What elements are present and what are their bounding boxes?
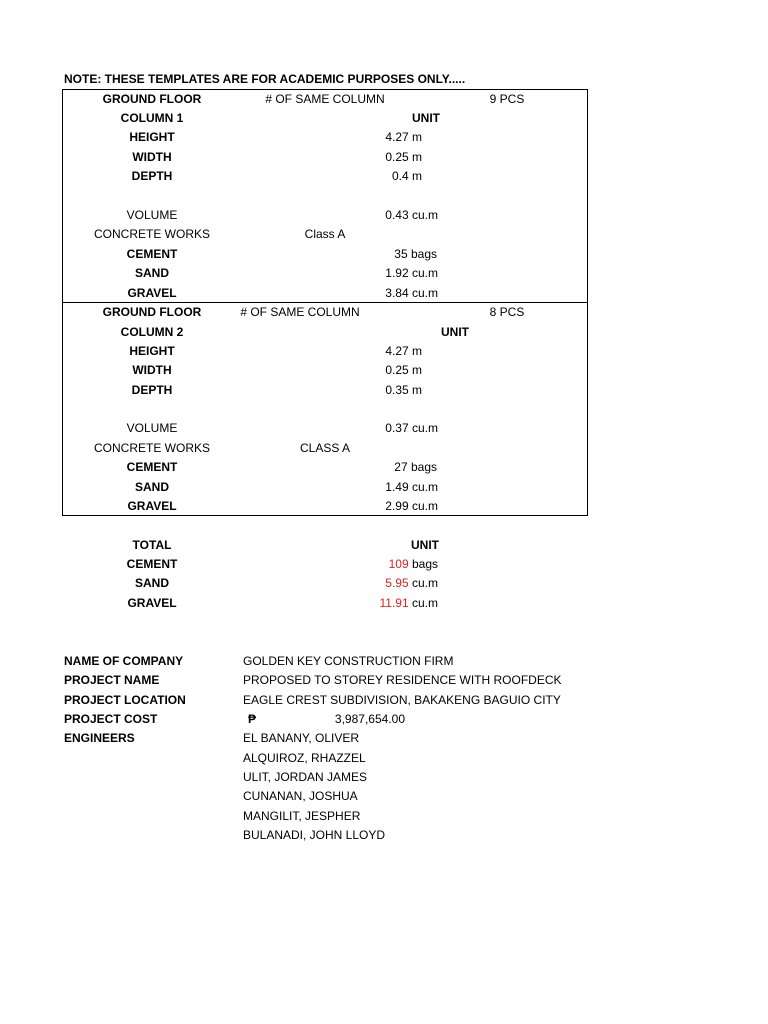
- totals-label: TOTAL: [132, 538, 172, 552]
- project-cost-label: PROJECT COST: [64, 712, 158, 726]
- col1-sand-label: SAND: [134, 266, 170, 280]
- col1-volume-value: 0.43 cu.m: [385, 208, 438, 222]
- project-name-label: PROJECT NAME: [64, 673, 160, 687]
- total-sand-label: SAND: [134, 576, 170, 590]
- col1-height-label: HEIGHT: [129, 130, 175, 144]
- col1-same-column-label: # OF SAME COLUMN: [265, 92, 385, 106]
- col2-cement-label: CEMENT: [126, 460, 178, 474]
- engineer-name: ALQUIROZ, RHAZZEL: [243, 751, 366, 765]
- col2-gravel-value: 2.99 cu.m: [385, 499, 438, 513]
- totals-unit-header: UNIT: [411, 538, 439, 552]
- col1-floor: GROUND FLOOR: [102, 92, 202, 106]
- col1-sand-value: 1.92 cu.m: [385, 266, 438, 280]
- total-cement-unit: bags: [411, 557, 438, 571]
- col2-width-label: WIDTH: [132, 363, 172, 377]
- col2-concrete-class: CLASS A: [299, 441, 351, 455]
- project-cost-value: 3,987,654.00: [334, 712, 405, 726]
- engineers-label: ENGINEERS: [64, 731, 135, 745]
- engineer-name: CUNANAN, JOSHUA: [243, 789, 358, 803]
- peso-sign: ₱: [248, 712, 257, 726]
- col2-cement-value: 27 bags: [394, 460, 437, 474]
- col2-depth-label: DEPTH: [131, 383, 173, 397]
- col1-volume-label: VOLUME: [126, 208, 178, 222]
- total-sand-unit: cu.m: [411, 576, 438, 590]
- col2-volume-value: 0.37 cu.m: [385, 421, 438, 435]
- col1-unit-header: UNIT: [412, 111, 440, 125]
- total-sand-number: 5.95: [385, 576, 409, 590]
- col2-gravel-label: GRAVEL: [127, 499, 177, 513]
- total-cement-label: CEMENT: [126, 557, 178, 571]
- col2-name: COLUMN 2: [120, 325, 184, 339]
- total-sand-value: [385, 576, 438, 590]
- col1-gravel-label: GRAVEL: [127, 286, 177, 300]
- company-value: GOLDEN KEY CONSTRUCTION FIRM: [243, 654, 454, 668]
- col2-concrete-label: CONCRETE WORKS: [93, 441, 211, 455]
- col1-cement-value: 35 bags: [394, 247, 437, 261]
- col1-name: COLUMN 1: [120, 111, 184, 125]
- table-divider: [62, 302, 588, 303]
- col1-height-value: 4.27 m: [385, 130, 422, 144]
- col1-concrete-label: CONCRETE WORKS: [93, 227, 211, 241]
- project-location-label: PROJECT LOCATION: [64, 693, 186, 707]
- col2-same-column-label: # OF SAME COLUMN: [240, 305, 360, 319]
- col2-volume-label: VOLUME: [126, 421, 178, 435]
- company-label: NAME OF COMPANY: [64, 654, 184, 668]
- col2-floor: GROUND FLOOR: [102, 305, 202, 319]
- project-name-value: PROPOSED TO STOREY RESIDENCE WITH ROOFDECK: [243, 673, 562, 687]
- col1-width-value: 0.25 m: [385, 150, 422, 164]
- col2-unit-header: UNIT: [441, 325, 469, 339]
- total-gravel-number: 11.91: [379, 596, 409, 610]
- col2-height-label: HEIGHT: [129, 344, 175, 358]
- total-cement-number: 109: [388, 557, 409, 571]
- project-location-value: EAGLE CREST SUBDIVISION, BAKAKENG BAGUIO CITY: [243, 693, 561, 707]
- engineer-name: EL BANANY, OLIVER: [243, 731, 360, 745]
- col2-sand-value: 1.49 cu.m: [385, 480, 438, 494]
- total-gravel-value: [380, 596, 439, 610]
- col1-depth-value: 0.4 m: [391, 169, 422, 183]
- col1-width-label: WIDTH: [132, 150, 172, 164]
- template-note: NOTE: THESE TEMPLATES ARE FOR ACADEMIC PURPOSES ONLY.....: [64, 72, 466, 86]
- col2-depth-value: 0.35 m: [385, 383, 422, 397]
- col2-height-value: 4.27 m: [385, 344, 422, 358]
- col1-depth-label: DEPTH: [131, 169, 173, 183]
- col1-gravel-value: 3.84 cu.m: [385, 286, 438, 300]
- col2-sand-label: SAND: [134, 480, 170, 494]
- total-gravel-unit: cu.m: [411, 596, 438, 610]
- engineer-name: ULIT, JORDAN JAMES: [243, 770, 368, 784]
- total-gravel-label: GRAVEL: [127, 596, 177, 610]
- col1-cement-label: CEMENT: [126, 247, 178, 261]
- col2-count: 8 PCS: [489, 305, 525, 319]
- col1-count: 9 PCS: [489, 92, 525, 106]
- engineer-name: MANGILIT, JESPHER: [243, 809, 361, 823]
- engineer-name: BULANADI, JOHN LLOYD: [243, 828, 386, 842]
- col1-concrete-class: Class A: [304, 227, 346, 241]
- total-cement-value: [389, 557, 438, 571]
- col2-width-value: 0.25 m: [385, 363, 422, 377]
